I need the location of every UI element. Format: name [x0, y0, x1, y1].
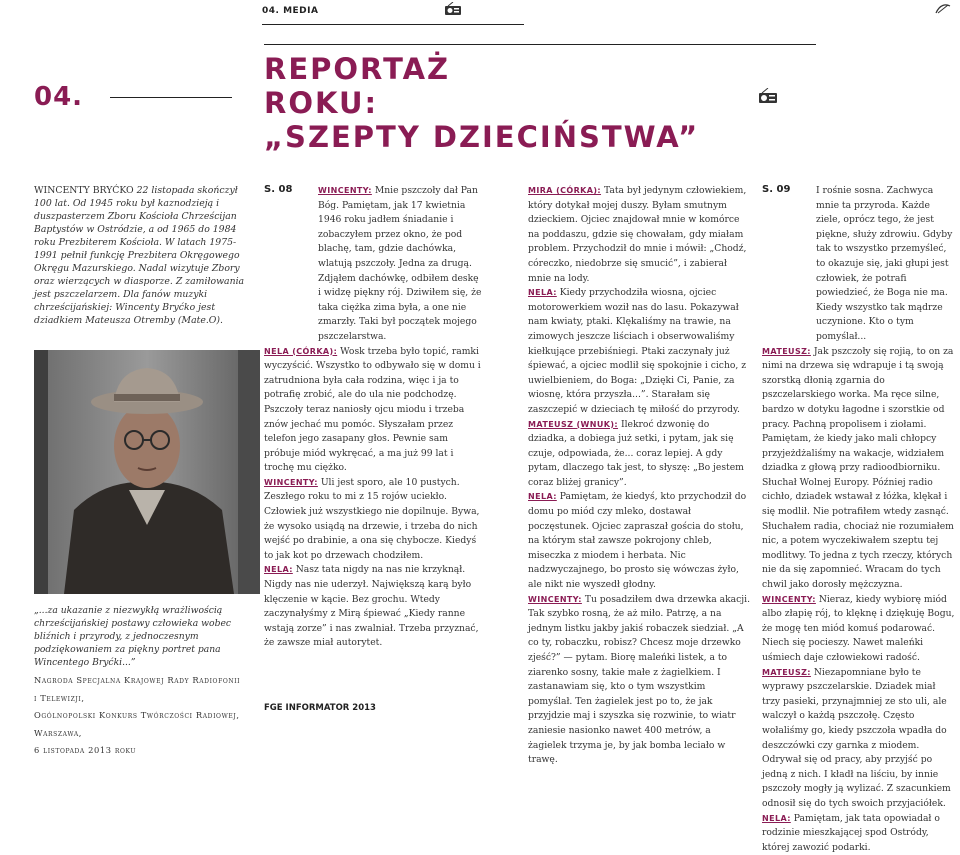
- col2-para: [528, 184, 750, 286]
- col1-para: [264, 345, 482, 476]
- radio-icon: [444, 2, 462, 19]
- speaker-label: WINCENTY:: [528, 594, 582, 604]
- portrait-photo: [34, 350, 260, 594]
- col3-para: [762, 666, 956, 812]
- col3-para: [762, 593, 956, 666]
- col1-para: [264, 476, 482, 564]
- col2-text: Ilekroć dzwonię do dziadka, a dobiega już setki, i pytam, jak się czuje, odpowiada, że... coraz lepiej. A gdy pytam, dlaczego tak jest, to słyszę: „Bo jestem coraz bliżej granicy”.: [528, 418, 744, 488]
- col3-text: Nieraz, kiedy wybiorę miód albo złapię rój, to klęknę i dziękuję Bogu, że mogę ten miód komuś podarować. Niech się pocieszy. Nawet maleńki uśmiech daje człowiekowi radość.: [762, 593, 955, 663]
- col3-para: [762, 812, 956, 855]
- pen-icon: [934, 2, 952, 19]
- speaker-label: WINCENTY:: [318, 186, 372, 195]
- article-column-3: [762, 184, 956, 855]
- footer: FGE INFORMATOR 2013: [264, 703, 376, 713]
- col2-text: Tata był jedynym człowiekiem, który dotykał mojej duszy. Byłam smutnym dzieckiem. Ojciec znajdował mnie w komórce na poddaszu, gdzie się chowałam, gdy miałam problem. Przychodził do mnie i mówił: „Chodź, córeczko, niedobrze się smucić”, i zabierał mnie na lody.: [528, 185, 747, 284]
- speaker-label: WINCENTY:: [762, 594, 816, 604]
- intro-name: WINCENTY BRYĆKO: [34, 185, 134, 196]
- col2-text: Pamiętam, że kiedyś, kto przychodził do domu po miód czy mleko, dostawał poczęstunek. Ojciec zapraszał gościa do stołu, na którym stał zawsze pokrojony chleb, miseczka z miodem i herbata. Nic nadzwyczajnego, bo prosto się wówczas żyło, ale nikt nie wyszedł głodny.: [528, 491, 747, 591]
- award-line-1: Nagroda Specjalna Krajowej Rady Radiofonii: [34, 675, 241, 685]
- title-line-2: ROKU:: [264, 86, 379, 120]
- col2-text: Kiedy przychodziła wiosna, ojciec motorowerkiem woził nas do lasu. Pokazywał nam kwiaty, ptaki. Klękaliśmy na trawie, na zimowych jeszcze liściach i obserwowaliśmy kiełkujące przebiśniegi. Ptaki zaczynały już śpiewać, a ojciec modlił się spokojnie i cicho, z uwielbieniem, do Boga: „Dzięki Ci, Panie, za wiosnę, która przyszła...”. Starałam się zaszczepić w dzieciach tę miłość do przyrody.: [528, 287, 747, 415]
- col3-text: Jak pszczoły się rojią, to on za nimi na drzewa się wdrapuje i tą swoją szorstką dłonią zgarnia do pszczelarskiego worka. Ma ręce silne, bardzo w dotyku łagodne i szorstkie od pracy. Pachną propolisem i ziołami. Pamiętam, że kiedy jako mali chłopcy przyjeżdżaliśmy na wakacje, widziałem dziadka z głową przy radioodbiorniku. Słuchał Wolnej Europy. Później radio cichło, dziadek wstawał z łóżka, klękał i się modlił. Nie potrafiłem wtedy zasnąć. Słuchałem radia, chociaż nie rozumiałem nic, a potem wyczekiwałem szeptu tej modlitwy. To jedna z tych rzeczy, których nie da się zapomnieć. Wracam do tych chwil jako dorosły mężczyzna.: [762, 345, 954, 591]
- col2-para: [528, 490, 750, 592]
- col1-text: Mnie pszczoły dał Pan Bóg. Pamiętam, jak 17 kwietnia 1946 roku jadłem śniadanie i zobaczyłem przez okno, że pod blachę, tam, gdzie dachówka, wlatują pszczoły. Jedna za drugą. Zdjąłem dachówkę, odbiłem deskę i widzę piękny rój. Dziwiłem się, że taka ciężka zima była, a one nie zmarzły. Taki był początek mojego pszczelarstwa.: [318, 185, 482, 342]
- award-line-2: i Telewizji,: [34, 692, 85, 703]
- col3-para: [762, 184, 956, 345]
- award-quote: „...za ukazanie z niezwykłą wrażliwością chrześcijańskiej postawy człowieka wobec bliźnich i przyrody, z jednoczesnym podziękowaniem za piękny portret pana Wincentego Bryćki...”: [34, 605, 232, 668]
- speaker-label: NELA (CÓRKA):: [264, 346, 338, 356]
- speaker-label: NELA:: [264, 565, 293, 575]
- col3-text: Pamiętam, jak tata opowiadał o rodzinie mieszkającej spod Ostródy, której zawozić podarki.: [762, 812, 940, 853]
- speaker-label: NELA:: [528, 288, 557, 298]
- col3-text: Niezapomniane było te wyprawy pszczelarskie. Dziadek miał trzy pasieki, przynajmniej ze sto uli, ale walczył o każdą pszczołę. Często wołaliśmy go, kiedy pszczoła wpadła do deszczówki czy garnka z miodem. Odrywał się od pracy, aby przyjść po jedną z nich. I kładł na liściu, by innie pszczoły mogły ją wylizać. Z szacunkiem odnosił się do tych swoich przyjaciółek.: [762, 666, 951, 809]
- col1-text: Uli jest sporo, ale 10 pustych. Zeszłego roku to mi z 15 rojów uciekło. Człowiek już wszystkiego nie dopilnuje. Bywa, że wysoko usiądą na drzewie, i trzeba do nich wejść po drabinie, a ona się chybocze. Kiedyś to jak kot po drzewach chodziłem.: [264, 476, 480, 561]
- section-header: 04. MEDIA: [262, 6, 319, 16]
- col1-text: Wosk trzeba było topić, ramki wyczyścić. Wszystko to odbywało się w domu i zatrudniona była cała rodzina, więc i ja to potrafię zrobić, ale do ula nie podchodzę. Pszczoły teraz naniosły ojcu miodu i trzeba znów jechać mu pomóc. Słyszałam przez telefon jego zasapany głos. Pewnie sam próbuje miód wykręcać, a ma już 99 lat i trochę mu ciężko.: [264, 345, 481, 474]
- col3-text: I rośnie sosna. Zachwyca mnie ta przyroda. Każde ziele, oprócz tego, że jest piękne, służy zdrowiu. Gdyby tak to wszystko przemyśleć, to okazuje się, jaki głupi jest człowiek, że potrafi powiedzieć, że Boga nie ma. Kiedy wszystko tak mądrze uczynione. Kto o tym pomyślał...: [816, 185, 953, 342]
- award-line-3: Ogólnopolski Konkurs Twórczości Radiowej,: [34, 710, 240, 720]
- award-line-4: Warszawa,: [34, 727, 82, 738]
- col2-para: [528, 593, 750, 768]
- col1-para: [264, 563, 482, 651]
- article-column-2: [528, 184, 750, 768]
- title-line-1: REPORTAŻ: [264, 52, 451, 86]
- speaker-label: MATEUSZ:: [762, 667, 811, 677]
- speaker-label: WINCENTY:: [264, 477, 318, 487]
- col1-text: Nasz tata nigdy na nas nie krzyknął. Nigdy nas nie uderzył. Największą karą było klęczenie w kącie. Bez grochu. Wtedy zaczynałyśmy z Mirą śpiewać „Kiedy ranne wstają zorze” i nas zwalniał. Trzeba przyznać, że zawsze miał autorytet.: [264, 564, 479, 649]
- article-title: [264, 52, 699, 154]
- article-column-1: [264, 184, 482, 651]
- page-number-right: S. 09: [762, 184, 791, 195]
- col3-para: [762, 345, 956, 593]
- col2-para: [528, 418, 750, 491]
- award-line-5: 6 listopada 2013 roku: [34, 745, 137, 755]
- col1-para: [264, 184, 482, 345]
- col2-text: Tu posadziłem dwa drzewka akacji. Tak szybko rosną, że aż miło. Patrzę, a na jednym listku jakby jakiś robaczek siedział. „A co ty, robaczku, robisz? Chcesz moje drzewko zjeść?” — pytam. Biorę maleńki listek, a to ziarenko sosny, takie małe z żagielkiem. I zastanawiam się, kto o tym wszystkim pomyślał. Ten żagielek jest po to, że jak przyjdzie maj i szyszka się rozwinie, to wiatr zaniesie nasionko nawet 400 metrów, a żagielek trzyma je, by jak bomba leciało w trawę.: [528, 593, 750, 766]
- speaker-label: MATEUSZ (WNUK):: [528, 419, 619, 429]
- chapter-rule: [110, 97, 232, 98]
- title-rule: [264, 44, 816, 45]
- speaker-label: NELA:: [528, 492, 557, 502]
- col2-para: [528, 286, 750, 417]
- speaker-label: MIRA (CÓRKA):: [528, 186, 602, 195]
- speaker-label: NELA:: [762, 813, 791, 823]
- radio-icon-title: [758, 88, 778, 107]
- speaker-label: MATEUSZ:: [762, 346, 811, 356]
- title-line-3: „SZEPTY DZIECIŃSTWA”: [264, 120, 700, 154]
- award-info: [34, 672, 260, 760]
- page-number-left: S. 08: [264, 184, 293, 195]
- intro-bio: [34, 184, 254, 327]
- chapter-number: 04.: [34, 82, 84, 112]
- header-rule: [262, 24, 524, 25]
- intro-text: 22 listopada skończył 100 lat. Od 1945 roku był kaznodzieją i duszpasterzem Zboru Kościoła Chrześcijan Baptystów w Ostródzie, a od 1965 do 1984 roku Prezbiterem Kościoła. W latach 1975-1991 pełnił funkcję Prezbitera Okręgowego Okręgu Mazurskiego. Nadal wizytuje Zbory oraz wierzących w diasporze. Z zamiłowania jest pszczelarzem. Dla fanów muzyki chrześcijańskiej: Wincenty Bryćko jest dziadkiem Mateusza Otremby (Mate.O).: [34, 185, 245, 326]
